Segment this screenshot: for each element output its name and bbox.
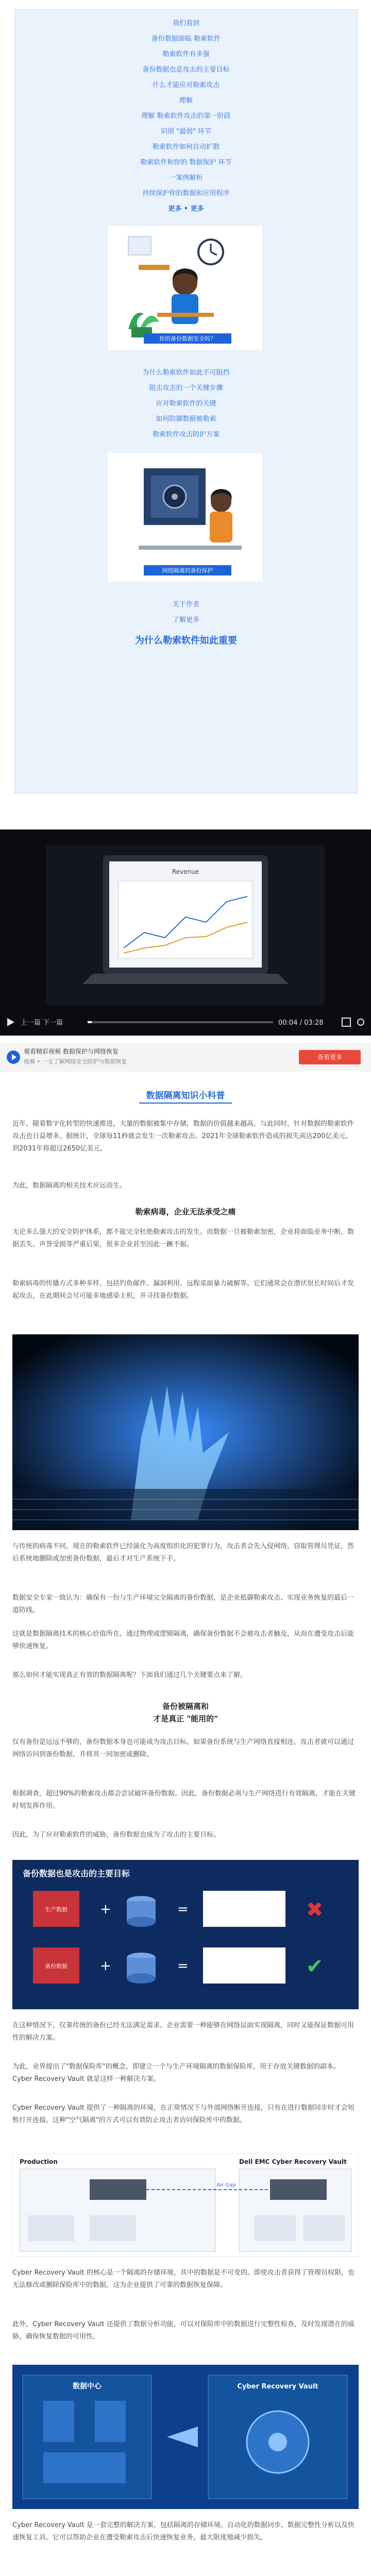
toc-list-top — [15, 16, 357, 217]
toc-list-mid — [15, 365, 357, 443]
toc-item[interactable]: 勒索软件有多强 — [162, 50, 210, 58]
toc-item[interactable]: 识别 "最弱" 环节 — [160, 128, 212, 135]
video-screen-title: Revenue — [172, 868, 199, 875]
video-bar-label[interactable]: 上一篇 下一篇 — [21, 1019, 63, 1027]
toc-item[interactable]: 如何防御数据被勒索 — [156, 415, 216, 423]
architecture-diagram — [12, 2154, 359, 2257]
video-player[interactable] — [0, 829, 371, 1036]
toc-item[interactable]: 应对勒索软件的关键 — [156, 400, 216, 408]
toc-item[interactable]: 关于作者 — [172, 601, 199, 608]
toc-item[interactable]: 理解 勒索软件攻击的第一阶段 — [141, 112, 231, 120]
toc-item[interactable]: 勒索软件攻击防护方案 — [152, 431, 220, 438]
dc-label: 数据中心 — [73, 2382, 102, 2391]
paragraph: Cyber Recovery Vault 是一套完整的解决方案，包括隔离的存储环境、自动化的数据同步、数据完整性分析以及快速恢复工具。它可以帮助企业在遭受勒索攻击后快速恢复业务，最大限度地减少损失。 — [12, 2521, 355, 2541]
paragraph: 与传统的病毒不同，现在的勒索软件已经演化为高度组织化的犯罪行为。攻击者会先入侵网络，窃取管理员凭证，然后系统地删除或加密备份数据，最后才对生产系统下手。 — [12, 1543, 355, 1563]
toc-title: 为什么勒索软件如此重要 — [135, 635, 237, 646]
subheading: 勒索病毒，企业无法承受之痛 — [135, 1207, 236, 1216]
diagram-label-production: 生产数据 — [45, 1906, 68, 1913]
toc-item[interactable]: 了解更多 — [172, 616, 199, 624]
paragraph: Cyber Recovery Vault 提供了一种隔离的环境，在正常情况下与外部网络断开连接，只有在进行数据同步时才会短暂打开连接。这种"空气隔离"的方式可以有效防止攻击者访问保险库中的数据。 — [12, 2104, 355, 2124]
equals-icon: = — [177, 1902, 189, 1917]
paragraph: 这就是数据隔离技术的核心价值所在。通过物理或逻辑隔离，确保备份数据不会被攻击者触及，从而在遭受攻击后能够快速恢复。 — [12, 1630, 355, 1650]
paragraph: 无论多么强大的安全防护体系，都不能完全杜绝勒索攻击的发生。而数据一旦被勒索加密，企业将面临业务中断、数据丢失、声誉受损等严重后果，很多企业甚至因此一蹶不振。 — [12, 1228, 355, 1248]
video-info-strip[interactable] — [0, 1043, 371, 1072]
plus-icon: + — [100, 1902, 111, 1917]
toc-item[interactable]: 为什么勒索软件如此不可阻挡 — [142, 369, 230, 377]
paragraph: 因此，为了应对勒索软件的威胁，备份数据也成为了攻击的主要目标。 — [12, 1831, 221, 1839]
title-underline — [139, 1103, 232, 1104]
paragraph: 为此，数据隔离的相关技术应运而生。 — [12, 1182, 127, 1190]
vault-label: Cyber Recovery Vault — [237, 2383, 318, 2391]
datacenter-vault-diagram — [12, 2365, 359, 2509]
paragraph: Cyber Recovery Vault 的核心是一个隔离的存储环境，其中的数据是不可变的。即使攻击者获得了管理员权限，也无法修改或删除保险库中的数据。这为企业提供了可靠的数据恢复保障。 — [12, 2269, 355, 2289]
paragraph: 勒索病毒的传播方式多种多样，包括钓鱼邮件、漏洞利用、远程桌面暴力破解等。它们通常会在潜伏很长时间后才发起攻击，在此期间会尽可能多地感染主机，并寻找备份数据。 — [12, 1280, 355, 1300]
video-time: 00:04 / 03:28 — [278, 1019, 324, 1027]
cyber-hand-image — [12, 1334, 359, 1530]
arch-vault-label: Dell EMC Cyber Recovery Vault — [239, 2158, 347, 2165]
diagram-label-backup: 备份数据 — [45, 1963, 68, 1970]
paragraph: 近年，随着数字化转型的快速推进，大量的数据被集中存储，数据的价值越来越高，与此同时，针对数据的勒索软件攻击也日益增多。据统计，全球每11秒就会发生一次勒索攻击。2021年全球勒索软件造成的损失高达200亿美元，到2031年将超过2650亿美元。 — [12, 1120, 355, 1153]
paragraph: 那么如何才能实现真正有效的数据隔离呢？下面我们通过几个关键要点来了解。 — [12, 1671, 247, 1679]
video-laptop-frame — [46, 845, 325, 1005]
toc-box — [14, 9, 358, 793]
toc-list-low — [15, 597, 357, 628]
diagram-title: 备份数据也是攻击的主要目标 — [23, 1869, 130, 1878]
cross-icon: ✖ — [306, 1898, 324, 1922]
subheading: 才是真正 "能用的" — [153, 1714, 218, 1723]
paragraph: 此外，Cyber Recovery Vault 还提供了数据分析功能，可以对保险库中的数据进行完整性检查，及时发现潜在的威胁，确保恢复数据的可用性。 — [12, 2320, 355, 2341]
backup-target-diagram — [12, 1860, 359, 2009]
view-more-button[interactable]: 查看更多 — [299, 1050, 361, 1064]
paragraph: 为此，业界提出了"数据保险库"的概念，即建立一个与生产环境隔离的数据保险库，用于存放关键数据的副本。Cyber Recovery Vault 就是这样一种解决方案。 — [12, 2063, 340, 2083]
subheading: 备份被隔离和 — [162, 1702, 209, 1711]
channel-avatar-icon — [6, 1050, 21, 1064]
illustration-person-vault — [108, 453, 262, 582]
plus-icon: + — [100, 1958, 111, 1974]
toc-item[interactable]: 勒索软件和你的 数据保护 环节 — [140, 159, 232, 166]
person-vault-icon — [108, 453, 262, 582]
illus2-caption: 网络隔离的备份保护 — [162, 567, 213, 574]
video-info-title: 观看精彩视频 数据保护与网络恢复 — [24, 1048, 119, 1055]
section-title: 数据隔离知识小科普 — [146, 1091, 225, 1101]
toc-item[interactable]: 阻击攻击的一个关键步骤 — [149, 384, 223, 392]
toc-item[interactable]: 理解 — [179, 97, 193, 105]
person-clock-icon — [108, 226, 262, 350]
check-icon: ✔ — [306, 1955, 324, 1978]
paragraph: 数据安全专家一致认为：确保有一份与生产环境完全隔离的备份数据，是企业抵御勒索攻击、实现业务恢复的最后一道防线。 — [12, 1594, 355, 1614]
toc-item[interactable]: 持续保护你的数据和应用程序 — [142, 190, 230, 197]
video-controls[interactable] — [0, 1013, 371, 1031]
video-info-subtitle: 视频 • 一文了解网络安全防护与数据恢复 — [24, 1058, 127, 1065]
toc-item[interactable]: 备份数据面临 勒索软件 — [151, 35, 221, 43]
arch-airgap-label: Air Gap — [216, 2182, 236, 2188]
toc-item[interactable]: 备份数据也是攻击的主要目标 — [142, 66, 230, 74]
equals-icon: = — [177, 1958, 189, 1974]
illustration-person-clock — [108, 226, 262, 350]
toc-more-link[interactable]: 更多 • 更多 — [168, 205, 204, 213]
illus1-caption: 你的备份数据安全吗？ — [159, 335, 216, 342]
paragraph: 根据调查，超过90%的勒索攻击都会尝试破坏备份数据。因此，备份数据必须与生产网络进行有效隔离，才能在关键时刻发挥作用。 — [12, 1790, 356, 1810]
toc-item[interactable]: 一案例解析 — [169, 174, 203, 182]
paragraph: 在这种情况下，仅靠传统的备份已经无法满足需求。企业需要一种能够在网络层面实现隔离，同时又能保证数据可用性的解决方案。 — [12, 2022, 355, 2042]
paragraph: 仅有备份是远远不够的，备份数据本身也可能成为攻击目标。如果备份系统与生产网络直接相连，攻击者就可以通过网络访问到备份数据，并将其一同加密或删除。 — [12, 1738, 355, 1758]
arch-production-label: Production — [20, 2158, 58, 2165]
toc-item[interactable]: 我们看到 — [172, 20, 199, 27]
toc-item[interactable]: 什么才能应对勒索攻击 — [152, 81, 220, 89]
toc-item[interactable]: 勒索软件如何自动扩散 — [152, 143, 220, 151]
